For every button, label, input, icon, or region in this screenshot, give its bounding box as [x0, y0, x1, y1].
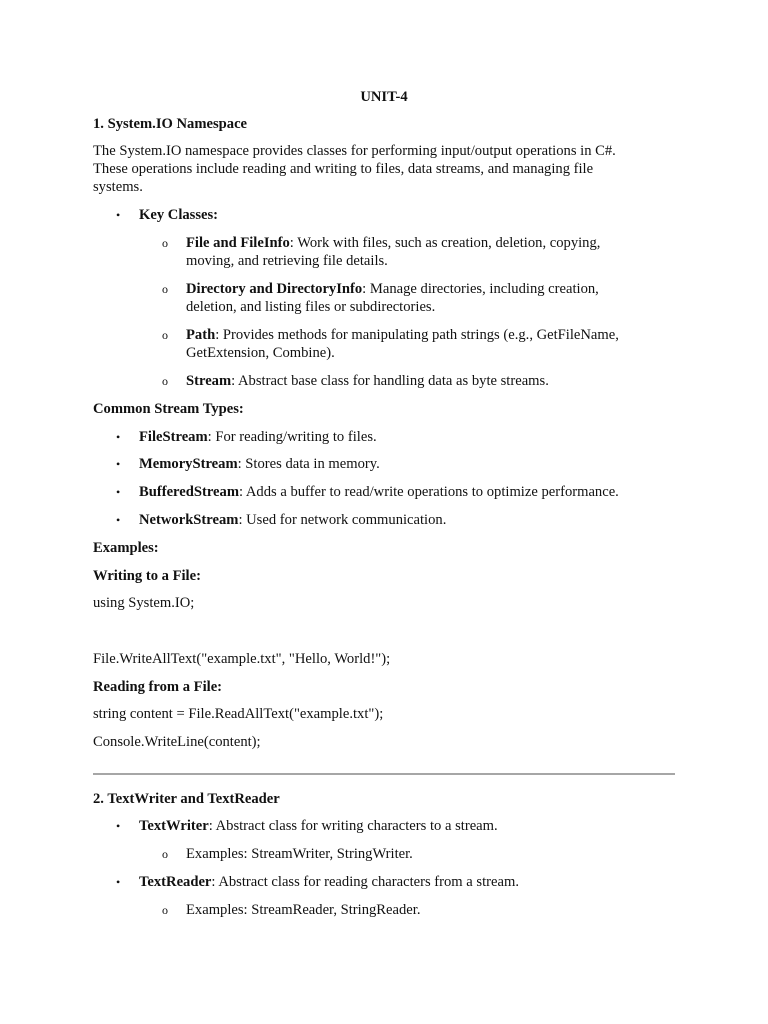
term-desc: : Adds a buffer to read/write operations to optimize performance. [238, 484, 619, 500]
circle-marker: o [162, 903, 168, 917]
list-item [186, 234, 600, 252]
list-item [186, 326, 619, 344]
section-heading: 1. System.IO Namespace [93, 116, 248, 132]
bullet-marker: • [116, 485, 121, 499]
term: TextReader [139, 874, 212, 890]
term: NetworkStream [139, 512, 239, 528]
bullet-marker: • [116, 513, 121, 527]
circle-marker: o [162, 282, 168, 296]
term: BufferedStream [139, 484, 239, 500]
term-desc: : Used for network communication. [238, 512, 447, 528]
list-item [186, 280, 599, 298]
page-title: UNIT-4 [360, 89, 408, 105]
term-desc: : Abstract class for writing characters to a stream. [208, 818, 498, 834]
list-item [139, 873, 519, 891]
term-desc: : Provides methods for manipulating path strings (e.g., GetFileName, [215, 327, 619, 343]
circle-marker: o [162, 847, 168, 861]
paragraph-line: systems. [93, 179, 143, 195]
bullet-marker: • [116, 208, 121, 222]
code-line: Console.WriteLine(content); [93, 734, 261, 750]
circle-marker: o [162, 236, 168, 250]
subheading: Writing to a File: [93, 568, 201, 584]
bullet-marker: • [116, 430, 121, 444]
paragraph-line: These operations include reading and writing to files, data streams, and managing file [93, 161, 594, 177]
term-desc: : Abstract class for reading characters from a stream. [211, 874, 519, 890]
term-desc: : Abstract base class for handling data as byte streams. [231, 373, 549, 389]
section-heading: 2. TextWriter and TextReader [93, 791, 280, 807]
term: MemoryStream [139, 456, 238, 472]
bullet-marker: • [116, 819, 121, 833]
list-label: Key Classes: [139, 207, 219, 223]
circle-marker: o [162, 328, 168, 342]
term-desc: : Stores data in memory. [237, 456, 380, 472]
list-item [139, 428, 377, 446]
subheading: Common Stream Types: [93, 401, 244, 417]
code-line: using System.IO; [93, 595, 195, 611]
subheading: Examples: [93, 540, 159, 556]
term: Stream [186, 373, 232, 389]
code-line: string content = File.ReadAllText("example.txt"); [93, 706, 384, 722]
list-item [139, 483, 619, 501]
term-desc: : For reading/writing to files. [207, 429, 377, 445]
list-item-cont: GetExtension, Combine). [186, 345, 335, 361]
term: Directory and DirectoryInfo [186, 281, 363, 297]
list-item [139, 817, 498, 835]
subheading: Reading from a File: [93, 679, 223, 695]
list-item [139, 455, 380, 473]
term-desc: : Manage directories, including creation, [362, 281, 599, 297]
bullet-marker: • [116, 875, 121, 889]
bullet-marker: • [116, 457, 121, 471]
list-item [186, 372, 549, 390]
sub-list-item: Examples: StreamWriter, StringWriter. [186, 846, 413, 862]
list-item [139, 511, 446, 529]
paragraph-line: The System.IO namespace provides classes for performing input/output operations in C#. [93, 143, 616, 159]
code-line: File.WriteAllText("example.txt", "Hello, World!"); [93, 651, 391, 667]
term: File and FileInfo [186, 235, 290, 251]
list-item-cont: moving, and retrieving file details. [186, 253, 388, 269]
sub-list-item: Examples: StreamReader, StringReader. [186, 902, 421, 918]
circle-marker: o [162, 374, 168, 388]
term: FileStream [139, 429, 208, 445]
term: TextWriter [139, 818, 209, 834]
term: Path [186, 327, 216, 343]
horizontal-rule [93, 773, 675, 775]
term-desc: : Work with files, such as creation, deletion, copying, [289, 235, 601, 251]
list-item-cont: deletion, and listing files or subdirectories. [186, 299, 436, 315]
